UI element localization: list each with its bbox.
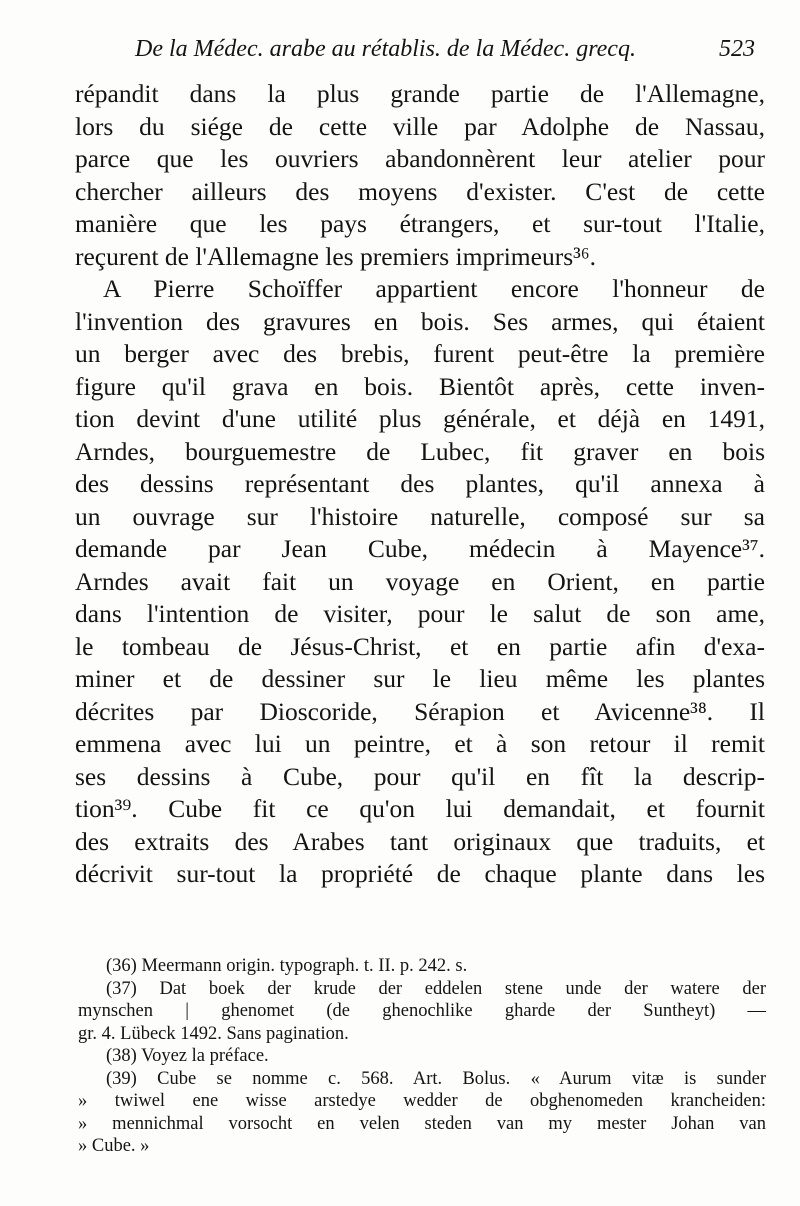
text-line: reçurent de l'Allemagne les premiers imprimeurs³⁶. — [75, 241, 597, 271]
text-line: ses dessins à Cube, pour qu'il en fît la descrip- — [75, 761, 765, 791]
footnote-line: » mennichmal vorsocht en velen steden van my mester Johan van — [78, 1113, 766, 1134]
text-line: l'invention des gravures en bois. Ses armes, qui étaient — [75, 306, 765, 336]
text-line: miner et de dessiner sur le lieu même les plantes — [75, 664, 765, 693]
running-title: De la Médec. arabe au rétablis. de la Médec. grecq. — [135, 36, 636, 62]
text-line: Arndes, bourguemestre de Lubec, fit graver en bois — [75, 436, 765, 466]
footnote-line: (38) Voyez la préface. — [106, 1046, 269, 1066]
text-line: répandit dans la plus grande partie de l'Allemagne, — [75, 79, 765, 108]
page-number: 523 — [719, 36, 755, 62]
text-line: figure qu'il grava en bois. Bientôt après, cette inven- — [75, 371, 765, 401]
footnotes — [78, 955, 766, 1158]
text-line: A Pierre Schoïffer appartient encore l'honneur de — [103, 274, 765, 303]
text-line: manière que les pays étrangers, et sur-tout l'Italie, — [75, 209, 765, 238]
text-line: chercher ailleurs des moyens d'exister. C'est de cette — [75, 176, 765, 206]
text-line: Arndes avait fait un voyage en Orient, en partie — [75, 566, 765, 596]
body-text — [75, 78, 765, 891]
text-line: un ouvrage sur l'histoire naturelle, composé sur sa — [75, 501, 765, 531]
text-line: le tombeau de Jésus-Christ, et en partie afin d'exa- — [75, 631, 765, 661]
footnote-line: (36) Meermann origin. typograph. t. II. p. 242. s. — [106, 956, 468, 976]
footnote-line: (37) Dat boek der krude der eddelen stene unde der watere der — [106, 978, 766, 999]
footnote-line: » Cube. » — [78, 1136, 150, 1156]
text-line: dans l'intention de visiter, pour le salut de son ame, — [75, 599, 765, 628]
text-line: décrites par Dioscoride, Sérapion et Avicenne³⁸. Il — [75, 696, 765, 726]
text-line: demande par Jean Cube, médecin à Mayence³⁷. — [75, 534, 765, 563]
footnote-line: » twiwel ene wisse arstedye wedder de obghenomeden krancheiden: — [78, 1091, 766, 1111]
text-line: emmena avec lui un peintre, et à son retour il remit — [75, 729, 765, 758]
text-line: tion devint d'une utilité plus générale, et déjà en 1491, — [75, 404, 765, 433]
footnote-line: mynschen | ghenomet (de ghenochlike gharde der Suntheyt) — — [78, 1001, 766, 1021]
text-line: parce que les ouvriers abandonnèrent leur atelier pour — [75, 144, 765, 173]
text-line: des extraits des Arabes tant originaux que traduits, et — [75, 826, 765, 856]
footnote-line: gr. 4. Lübeck 1492. Sans pagination. — [78, 1023, 349, 1044]
text-line: lors du siége de cette ville par Adolphe de Nassau, — [75, 111, 765, 141]
page-header — [75, 36, 765, 70]
footnote-line: (39) Cube se nomme c. 568. Art. Bolus. « Aurum vitæ is sunder — [106, 1068, 766, 1089]
text-line: un berger avec des brebis, furent peut-être la première — [75, 339, 765, 368]
text-line: tion³⁹. Cube fit ce qu'on lui demandait, et fournit — [75, 794, 765, 823]
text-line: décrivit sur-tout la propriété de chaque plante dans les — [75, 859, 765, 888]
text-line: des dessins représentant des plantes, qu'il annexa à — [75, 469, 765, 498]
